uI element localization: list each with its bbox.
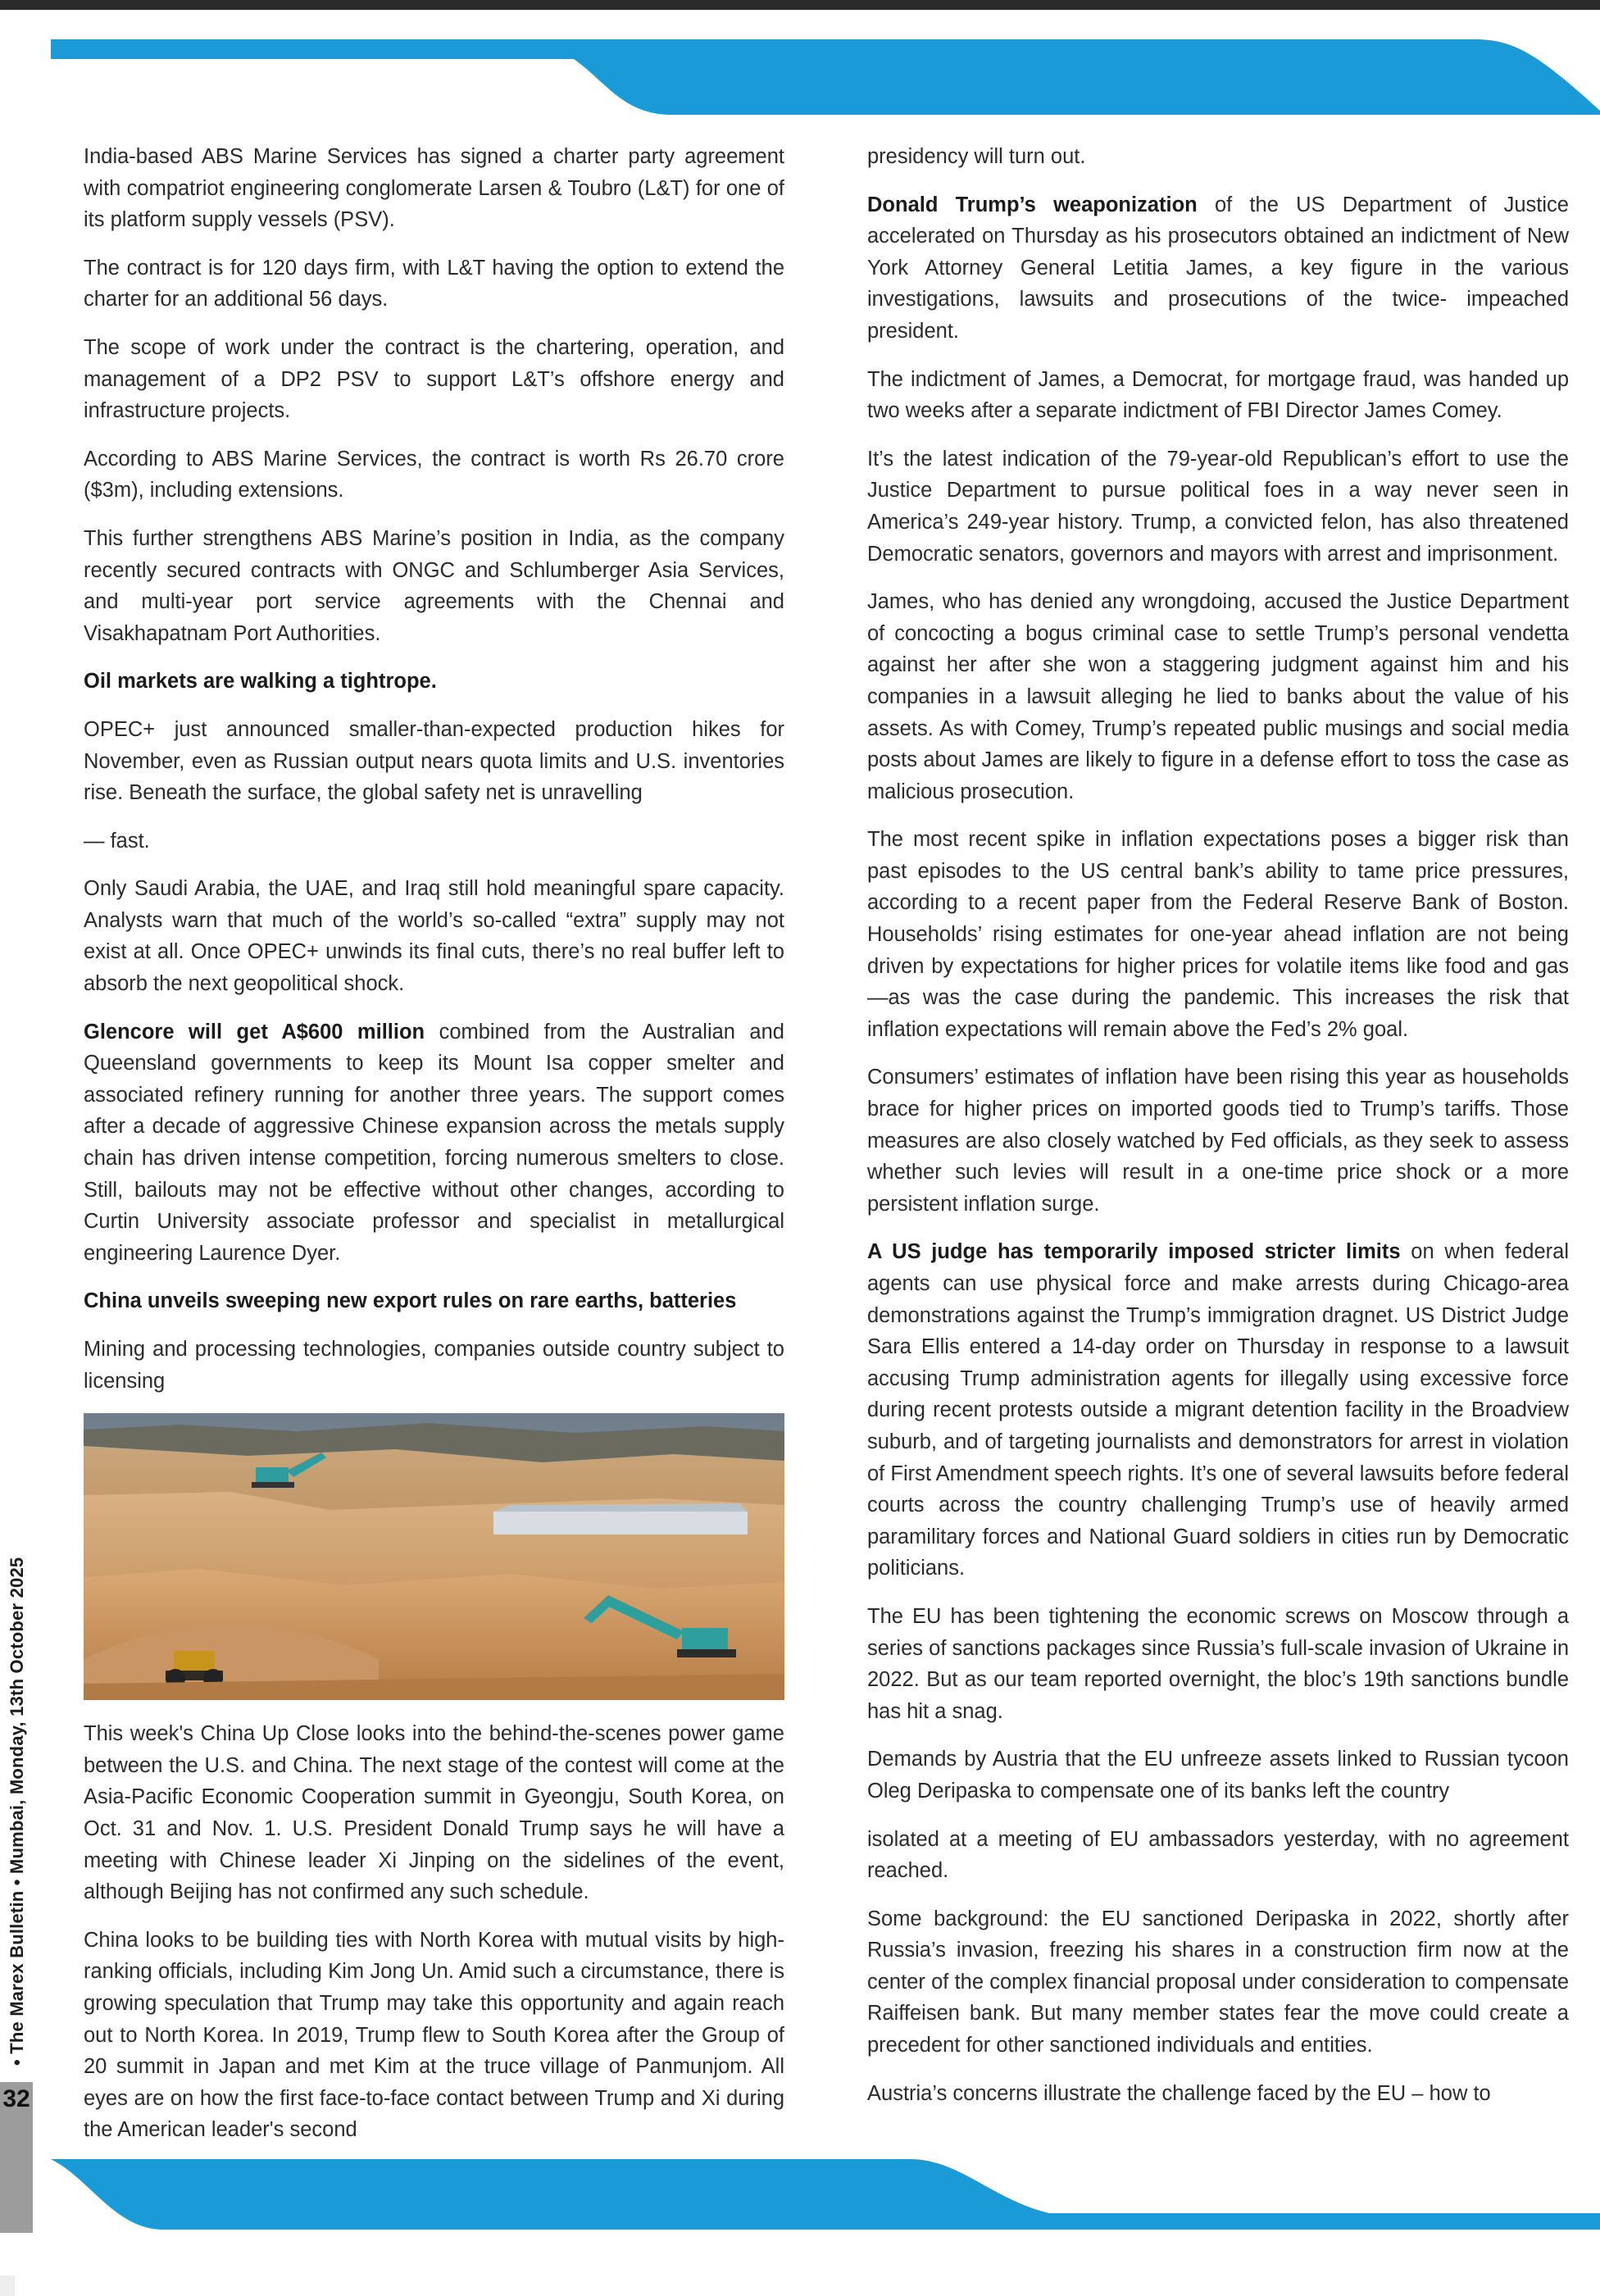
mining-photo xyxy=(84,1413,784,1700)
paragraph: Only Saudi Arabia, the UAE, and Iraq still hold meaningful spare capacity. Analysts warn that much of the world’s so-called “extra” supply may not exist at all. Once OPEC+ unwinds its final cuts, there’s no real buffer left to absorb the next geopolitical shock. xyxy=(84,877,784,996)
paragraph: It’s the latest indication of the 79-year-old Republican’s effort to use the Justice Department to pursue political foes in a way never seen in America’s 249-year history. Trump, a convicted felon, has also threatened Democratic senators, governors and mayors with arrest and imprisonment. xyxy=(867,447,1569,566)
paragraph: Mining and processing technologies, companies outside country subject to licensing xyxy=(84,1338,784,1393)
paragraph: China looks to be building ties with North Korea with mutual visits by high-ranking officials, including Kim Jong Un. Amid such a circumstance, there is growing speculation that Trump may take this opportunity and again reach out to North Korea. In 2019, Trump flew to South Korea after the Group of 20 summit in Japan and met Kim at the truce village of Panmunjom. All eyes are on how the first face-to-face contact between Trump and Xi during the American leader's second xyxy=(84,1928,784,2142)
paragraph: — fast. xyxy=(84,829,150,852)
paragraph: This week's China Up Close looks into the behind-the-scenes power game between the U.S. and China. The next stage of the contest will come at the Asia-Pacific Economic Cooperation summit in Gyeongju, South Korea, on Oct. 31 and Nov. 1. U.S. President Donald Trump says he will have a meeting with Chinese leader Xi Jinping on the sidelines of the event, although Beijing has not confirmed any such schedule. xyxy=(84,1722,784,1904)
paragraph: Glencore will get A$600 million combined from the Australian and Queensland governments to keep its Mount Isa copper smelter and associated refinery running for another three years. The support comes after a decade of aggressive Chinese expansion across the metals supply chain has driven intense competition, forcing numerous smelters to close. Still, bailouts may not be effective without other changes, according to Curtin University associate professor and specialist in metallurgical engineering Laurence Dyer. xyxy=(84,1020,784,1265)
paragraph: Demands by Austria that the EU unfreeze assets linked to Russian tycoon Oleg Deripaska to compensate one of its banks left the country xyxy=(867,1748,1569,1803)
paragraph: Consumers’ estimates of inflation have been rising this year as households brace for higher prices on imported goods tied to Trump’s tariffs. Those measures are also closely watched by Fed officials, as they seek to assess whether such levies will result in a one-time price shock or a more persistent inflation surge. xyxy=(867,1066,1569,1216)
paragraph: According to ABS Marine Services, the contract is worth Rs 26.70 crore ($3m), including extensions. xyxy=(84,447,784,502)
section-heading: Oil markets are walking a tightrope. xyxy=(84,670,437,693)
corner-mark xyxy=(0,2276,15,2296)
right-column xyxy=(867,141,1569,2109)
page-number: 32 xyxy=(2,2085,30,2112)
paragraph: OPEC+ just announced smaller-than-expected production hikes for November, even as Russian output nears quota limits and U.S. inventories rise. Beneath the surface, the global safety net is unravelling xyxy=(84,717,784,805)
top-rule xyxy=(0,0,1600,10)
paragraph: Austria’s concerns illustrate the challenge faced by the EU – how to xyxy=(867,2081,1491,2105)
paragraph: isolated at a meeting of EU ambassadors yesterday, with no agreement reached. xyxy=(867,1827,1569,1883)
paragraph: James, who has denied any wrongdoing, accused the Justice Department of concocting a bogus criminal case to settle Trump’s personal vendetta against her after she won a staggering judgment against him and his companies in a lawsuit alleging he lied to banks about the value of his assets. As with Comey, Trump’s repeated public musings and social media posts about James are likely to figure in a defense effort to toss the case as malicious prosecution. xyxy=(867,590,1569,803)
top-decorative-band xyxy=(0,33,1600,115)
left-column xyxy=(84,141,784,2146)
paragraph: The EU has been tightening the economic screws on Moscow through a series of sanctions packages since Russia’s full-scale invasion of Ukraine in 2022. But as our team reported overnight, the bloc’s 19th sanctions bundle has hit a snag. xyxy=(867,1604,1569,1723)
lead-in: Donald Trump’s weaponization xyxy=(867,193,1198,216)
paragraph: Donald Trump’s weaponization of the US Department of Justice accelerated on Thursday as his prosecutors obtained an indictment of New York Attorney General Letitia James, a key figure in the various investigations, lawsuits and prosecutions of the twice- impeached president. xyxy=(867,193,1569,343)
section-heading: China unveils sweeping new export rules on rare earths, batteries xyxy=(84,1289,737,1313)
paragraph: The most recent spike in inflation expectations poses a bigger risk than past episodes to the US central bank’s ability to tame price pressures, according to a recent paper from the Federal Reserve Bank of Boston. Households’ rising estimates for one-year ahead inflation are not being driven by expectations for higher prices for volatile items like food and gas—as was the case during the pandemic. This increases the risk that inflation expectations will remain above the Fed’s 2% goal. xyxy=(867,828,1569,1041)
lead-in: Glencore will get A$600 million xyxy=(84,1020,425,1043)
paragraph: A US judge has temporarily imposed stricter limits on when federal agents can use physical force and make arrests during Chicago-area demonstrations against the Trump’s immigration dragnet. US District Judge Sara Ellis entered a 14-day order on Thursday in response to a lawsuit accusing Trump administration agents for illegally using excessive force during recent protests outside a migrant detention facility in the Broadview suburb, and of targeting journalists and demonstrators for arrest in violation of First Amendment speech rights. It’s one of several lawsuits before federal courts across the country challenging Trump’s use of heavily armed paramilitary forces and National Guard soldiers in cities run by Democratic politicians. xyxy=(867,1240,1569,1580)
paragraph: This further strengthens ABS Marine’s position in India, as the company recently secured contracts with ONGC and Schlumberger Asia Services, and multi-year port service agreements with the Chennai and Visakhapatnam Port Authorities. xyxy=(84,526,784,645)
paragraph: The contract is for 120 days firm, with L&T having the option to extend the charter for an additional 56 days. xyxy=(84,256,784,311)
bottom-decorative-band xyxy=(0,2154,1600,2236)
paragraph: The indictment of James, a Democrat, for mortgage fraud, was handed up two weeks after a separate indictment of FBI Director James Comey. xyxy=(867,367,1569,423)
paragraph: India-based ABS Marine Services has signed a charter party agreement with compatriot engineering conglomerate Larsen & Toubro (L&T) for one of its platform supply vessels (PSV). xyxy=(84,145,784,232)
paragraph: Some background: the EU sanctioned Deripaska in 2022, shortly after Russia’s invasion, freezing his shares in a construction firm now at the center of the complex financial proposal under consideration to compensate Raiffeisen bank. But many member states fear the move could create a precedent for other sanctioned individuals and entities. xyxy=(867,1907,1569,2057)
paragraph: presidency will turn out. xyxy=(867,145,1086,168)
paragraph: The scope of work under the contract is the chartering, operation, and management of a DP2 PSV to support L&T’s offshore energy and infrastructure projects. xyxy=(84,335,784,423)
lead-in: A US judge has temporarily imposed stricter limits xyxy=(867,1240,1401,1264)
